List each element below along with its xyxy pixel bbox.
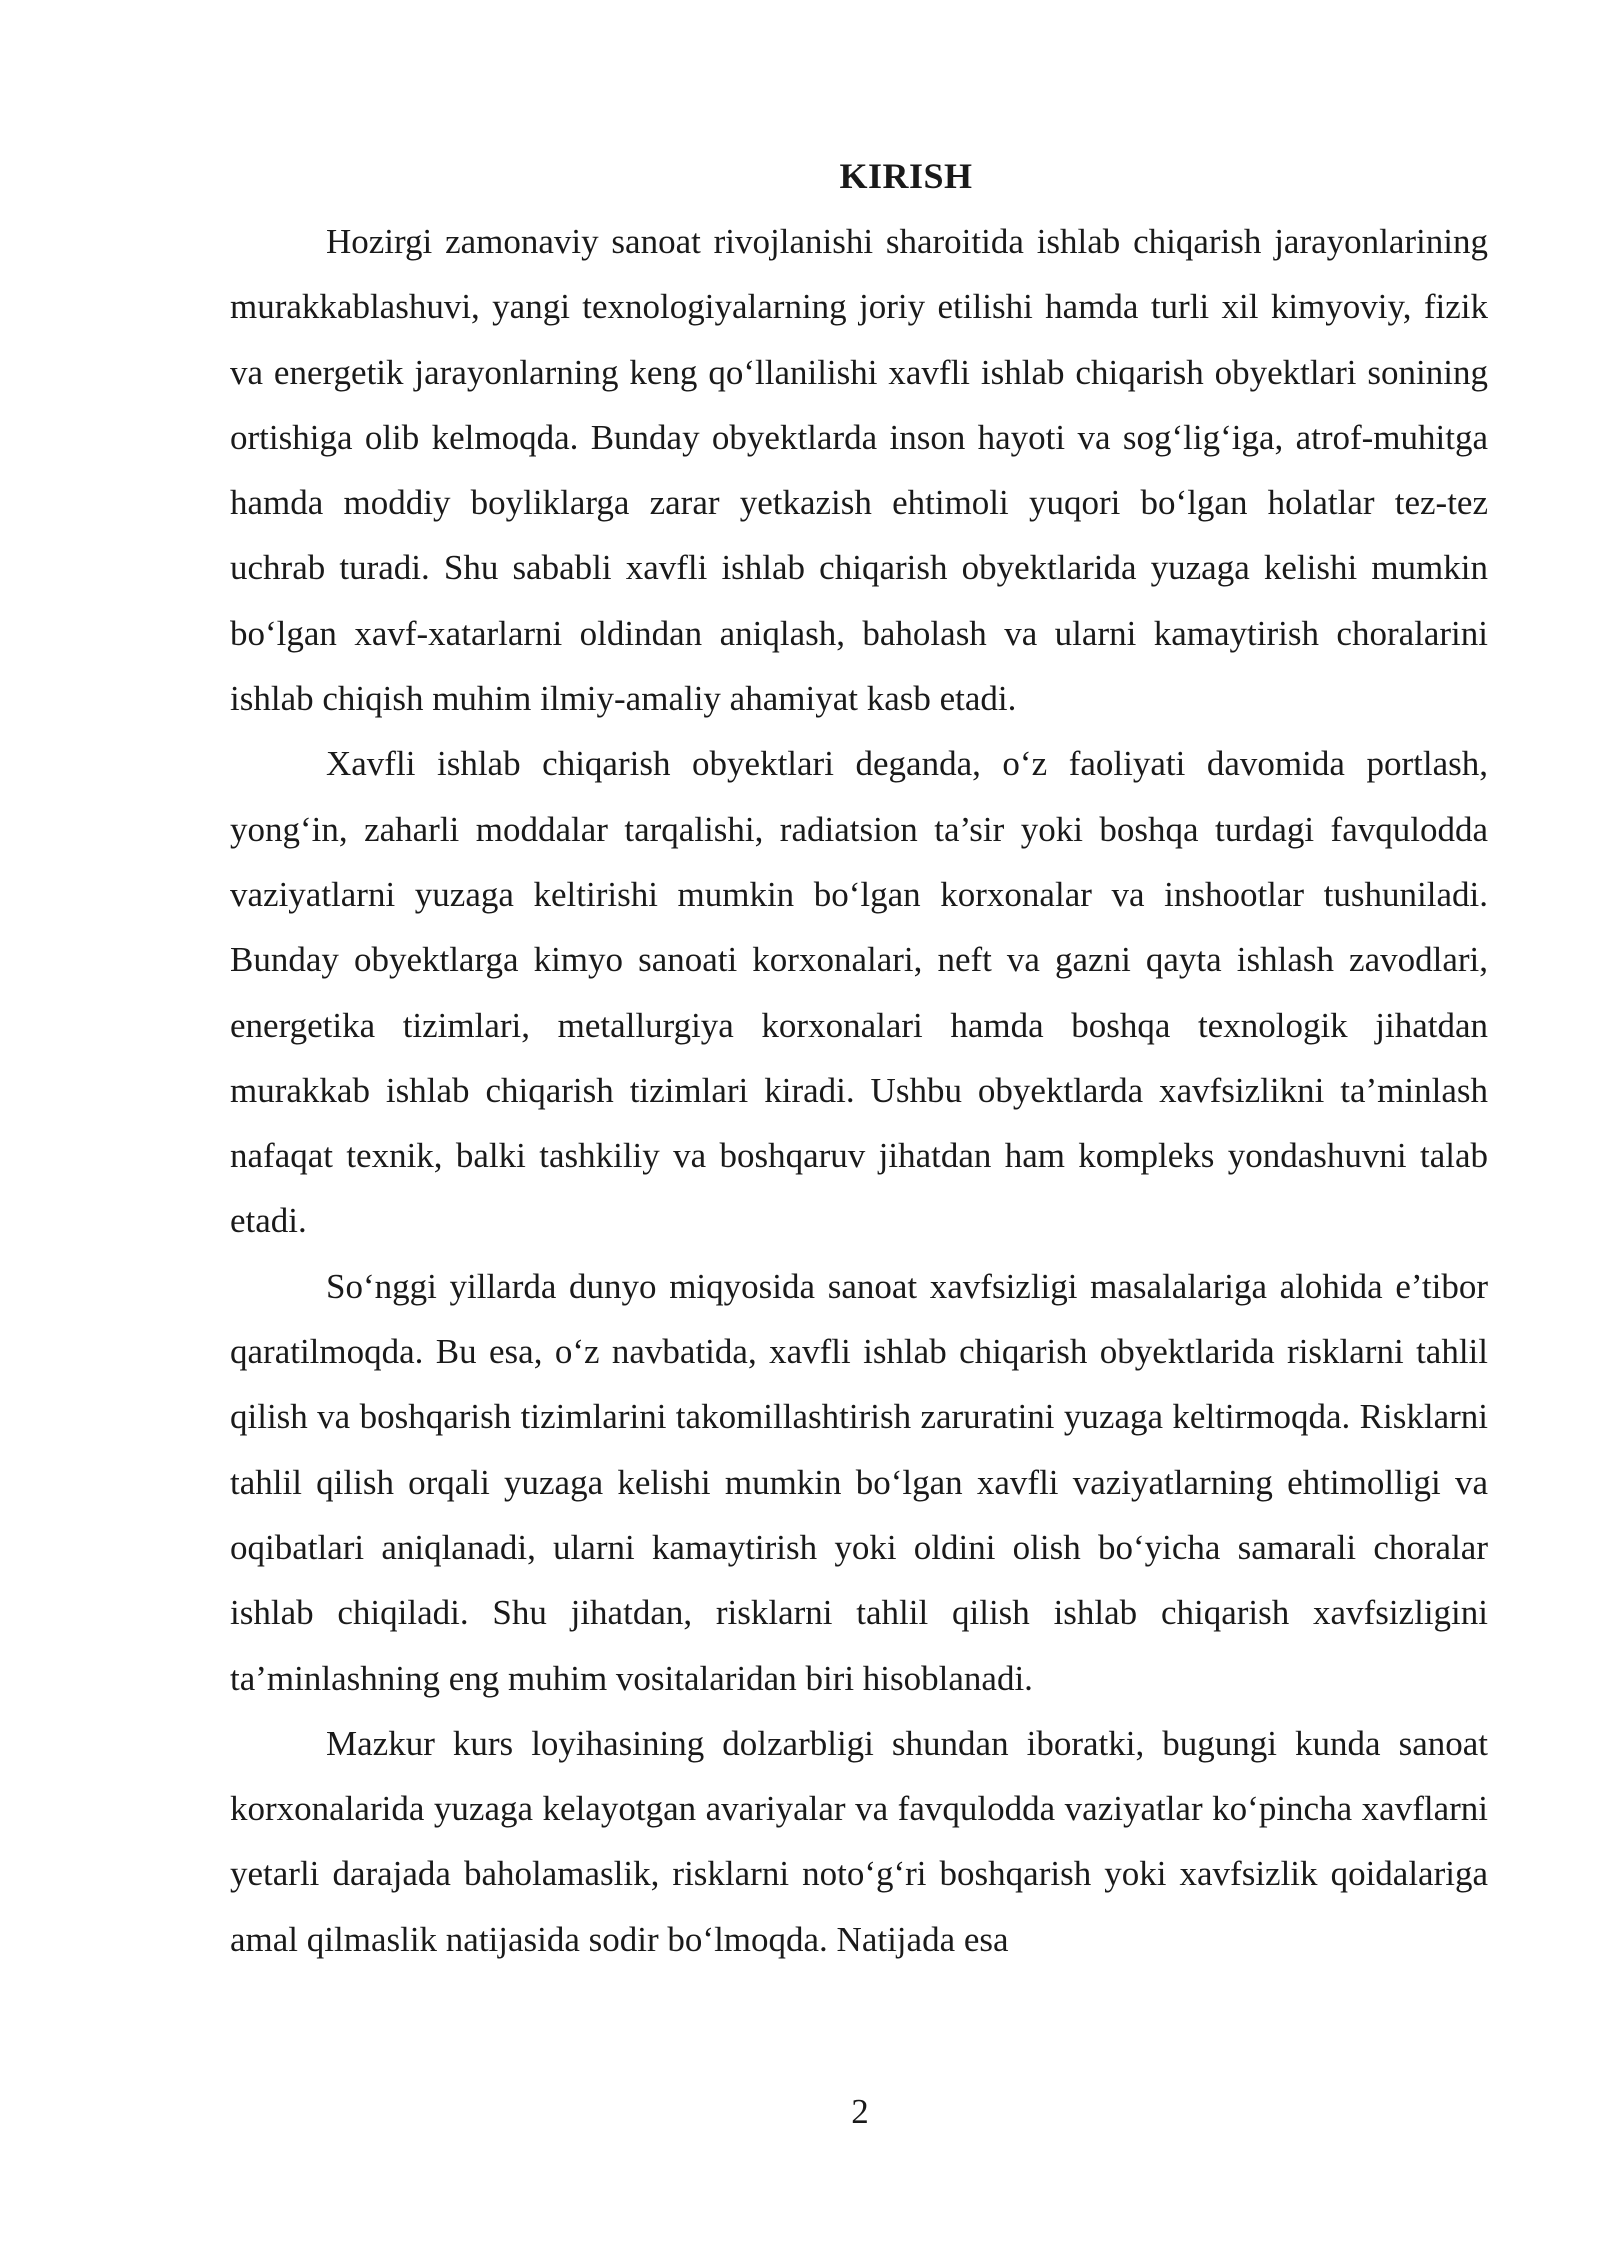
paragraph-3: So‘nggi yillarda dunyo miqyosida sanoat xavfsizligi masalalariga alohida e’tibor qaratilmoqda. Bu esa, o‘z navbatida, xavfli ishlab chiqarish obyektlarida risklarni tahlil qilish va boshqarish tizimlarini takomillashtirish zaruratini yuzaga keltirmoqda. Risklarni tahlil qilish orqali yuzaga kelishi mumkin bo‘lgan xavfli vaziyatlarning ehtimolligi va oqibatlari aniqlanadi, ularni kamaytirish yoki oldini olish bo‘yicha samarali choralar ishlab chiqiladi. Shu jihatdan, risklarni tahlil qilish ishlab chiqarish xavfsizligini ta’minlashning eng muhim vositalaridan biri hisoblanadi. — [230, 1266, 1488, 1698]
body-text — [230, 209, 1488, 1972]
page-number: 2 — [851, 2092, 869, 2131]
paragraph-2: Xavfli ishlab chiqarish obyektlari deganda, o‘z faoliyati davomida portlash, yong‘in, zaharli moddalar tarqalishi, radiatsion ta’sir yoki boshqa turdagi favqulodda vaziyatlarni yuzaga keltirishi mumkin bo‘lgan korxonalar va inshootlar tushuniladi. Bunday obyektlarga kimyo sanoati korxonalari, neft va gazni qayta ishlash zavodlari, energetika tizimlari, metallurgiya korxonalari hamda boshqa texnologik jihatdan murakkab ishlab chiqarish tizimlari kiradi. Ushbu obyektlarda xavfsizlikni ta’minlash nafaqat texnik, balki tashkiliy va boshqaruv jihatdan ham kompleks yondashuvni talab etadi. — [230, 744, 1488, 1241]
section-title: KIRISH — [839, 156, 973, 196]
paragraph-4: Mazkur kurs loyihasining dolzarbligi shundan iboratki, bugungi kunda sanoat korxonalarida yuzaga kelayotgan avariyalar va favqulodda vaziyatlar ko‘pincha xavflarni yetarli darajada baholamaslik, risklarni noto‘g‘ri boshqarish yoki xavfsizlik qoidalariga amal qilmaslik natijasida sodir bo‘lmoqda. Natijada esa — [230, 1723, 1488, 1959]
paragraph-1: Hozirgi zamonaviy sanoat rivojlanishi sharoitida ishlab chiqarish jarayonlarining murakkablashuvi, yangi texnologiyalarning joriy etilishi hamda turli xil kimyoviy, fizik va energetik jarayonlarning keng qo‘llanilishi xavfli ishlab chiqarish obyektlari sonining ortishiga olib kelmoqda. Bunday obyektlarda inson hayoti va sog‘lig‘iga, atrof-muhitga hamda moddiy boyliklarga zarar yetkazish ehtimoli yuqori bo‘lgan holatlar tez-tez uchrab turadi. Shu sababli xavfli ishlab chiqarish obyektlarida yuzaga kelishi mumkin bo‘lgan xavf-xatarlarni oldindan aniqlash, baholash va ularni kamaytirish choralarini ishlab chiqish muhim ilmiy-amaliy ahamiyat kasb etadi. — [230, 222, 1488, 719]
